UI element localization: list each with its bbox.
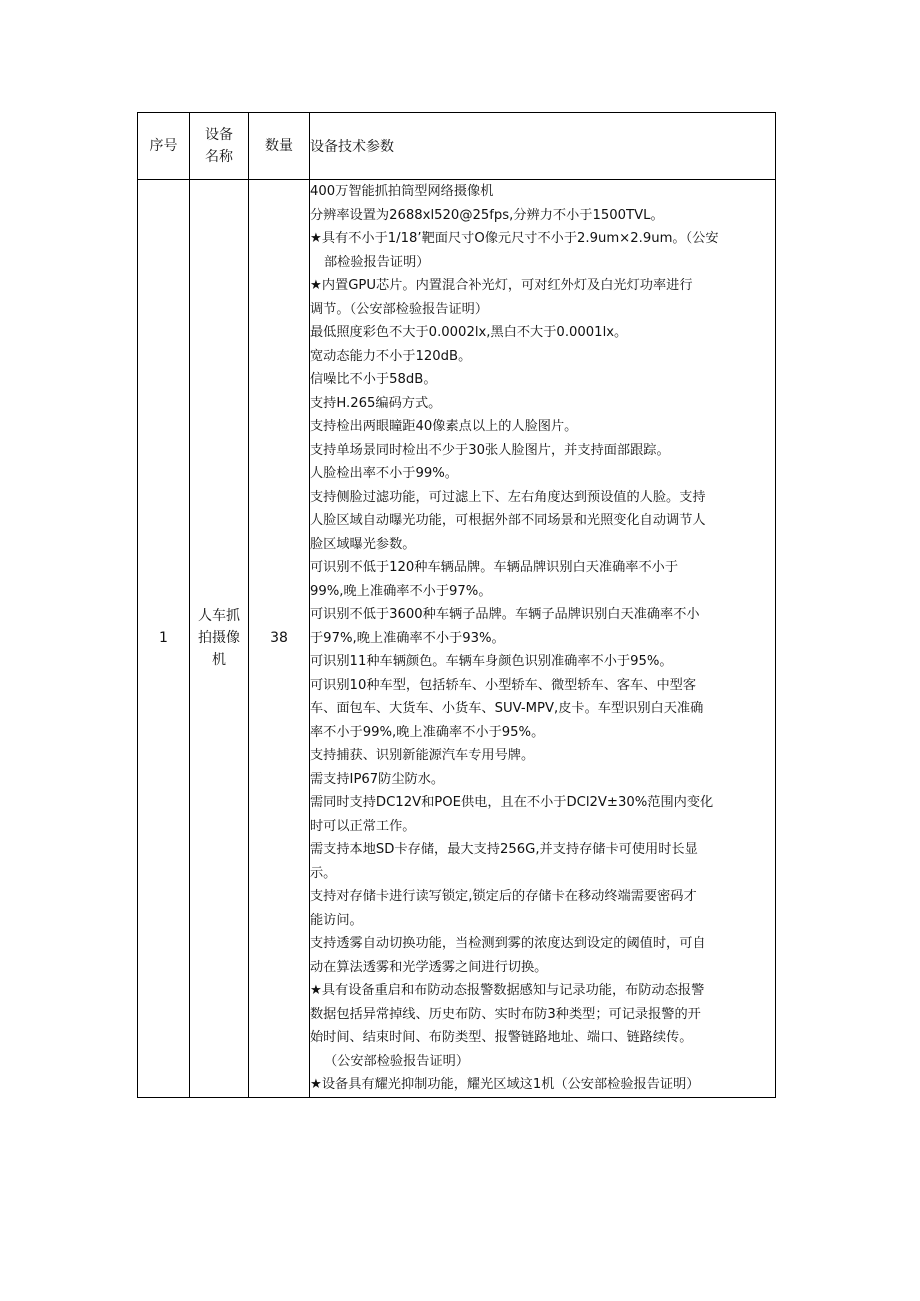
param-line: 脸区域曝光参数。	[310, 536, 416, 552]
header-qty: 数量	[249, 113, 310, 180]
param-line: （公安部检验报告证明）	[324, 1053, 470, 1069]
param-line: 400万智能抓拍筒型网络摄像机	[310, 184, 494, 199]
param-line: 动在算法透雾和光学透雾之间进行切换。	[310, 959, 548, 975]
param-line: 需支持本地SD卡存储，最大支持256G,并支持存储卡可使用时长显	[310, 842, 698, 857]
param-line: ★具有不小于1/18’靶面尺寸O像元尺寸不小于2.9um×2.9um。（公安	[310, 231, 719, 246]
cell-seq: 1	[138, 180, 190, 1098]
param-line: 支持检出两眼瞳距40像素点以上的人脸图片。	[310, 419, 578, 434]
param-line: 99%,晚上准确率不小于97%。	[310, 583, 492, 599]
table-row	[138, 180, 776, 1098]
spec-table	[137, 112, 776, 1098]
param-line: 需支持IP67防尘防水。	[310, 771, 445, 787]
cell-params	[310, 180, 776, 1098]
cell-device-name	[190, 180, 249, 1098]
param-line: 支持透雾自动切换功能，当检测到雾的浓度达到设定的阈值时，可自	[310, 936, 706, 951]
param-line: 信噪比不小于58dB。	[310, 372, 437, 387]
param-line: 可识别10种车型，包括轿车、小型轿车、微型轿车、客车、中型客	[310, 677, 697, 693]
header-seq: 序号	[138, 113, 190, 180]
param-line: 可识别不低于120种车辆品牌。车辆品牌识别白天准确率不小于	[310, 560, 679, 575]
header-device-name-line2: 名称	[205, 149, 233, 165]
param-line: 人脸检出率不小于99%。	[310, 466, 458, 481]
param-line: 可识别11种车辆颜色。车辆车身颜色识别准确率不小于95%。	[310, 654, 673, 669]
param-line: ★内置GPU芯片。内置混合补光灯，可对红外灯及白光灯功率进行	[310, 278, 693, 293]
param-line: 支持侧脸过滤功能，可过滤上下、左右角度达到预设值的人脸。支持	[310, 489, 706, 505]
param-line: 示。	[310, 865, 337, 881]
param-line: 调节。（公安部检验报告证明）	[310, 301, 489, 317]
header-row	[138, 113, 776, 180]
param-line: 需同时支持DC12V和POE供电，且在不小于DCl2V±30%范围内变化	[310, 795, 714, 810]
param-line: 支持单场景同时检出不少于30张人脸图片，并支持面部跟踪。	[310, 442, 670, 458]
param-line: 支持捕获、识别新能源汽车专用号牌。	[310, 748, 535, 763]
device-name-line2: 拍摄像	[198, 630, 240, 647]
header-device-name	[190, 113, 249, 180]
param-line: 率不小于99%,晚上准确率不小于95%。	[310, 724, 545, 740]
device-name-line1: 人车抓	[198, 608, 240, 625]
param-line: ★具有设备重启和布防动态报警数据感知与记录功能，布防动态报警	[310, 983, 705, 998]
param-line: 始时间、结束时间、布防类型、报警链路地址、端口、链路续传。	[310, 1030, 693, 1045]
header-device-name-line1: 设备	[205, 127, 233, 143]
param-line: 最低照度彩色不大于0.0002lx,黑白不大于0.0001lx。	[310, 325, 628, 340]
param-line: 时可以正常工作。	[310, 818, 416, 834]
params-list	[310, 180, 775, 1097]
param-line: 人脸区域自动曝光功能，可根据外部不同场景和光照变化自动调节人	[310, 513, 706, 528]
cell-qty: 38	[249, 180, 310, 1098]
param-line: 分辨率设置为2688xl520@25fps,分辨力不小于1500TVL。	[310, 207, 664, 223]
param-line: 可识别不低于3600种车辆子品牌。车辆子品牌识别白天准确率不小	[310, 607, 700, 622]
param-line: 数据包括异常掉线、历史布防、实时布防3种类型；可记录报警的开	[310, 1006, 701, 1022]
device-name-line3: 机	[212, 652, 226, 669]
param-line: 能访问。	[310, 912, 363, 928]
param-line: 车、面包车、大货车、小货车、SUV-MPV,皮卡。车型识别白天准确	[310, 701, 704, 716]
param-line: 宽动态能力不小于120dB。	[310, 348, 472, 364]
param-line: 部检验报告证明）	[324, 254, 430, 270]
header-params: 设备技术参数	[310, 113, 776, 180]
param-line: 于97%,晚上准确率不小于93%。	[310, 630, 505, 646]
param-line: 支持H.265编码方式。	[310, 395, 442, 411]
param-line: 支持对存储卡进行读写锁定,锁定后的存储卡在移动终端需要密码才	[310, 889, 697, 904]
param-line: ★设备具有耀光抑制功能，耀光区域这1机（公安部检验报告证明）	[310, 1077, 700, 1092]
